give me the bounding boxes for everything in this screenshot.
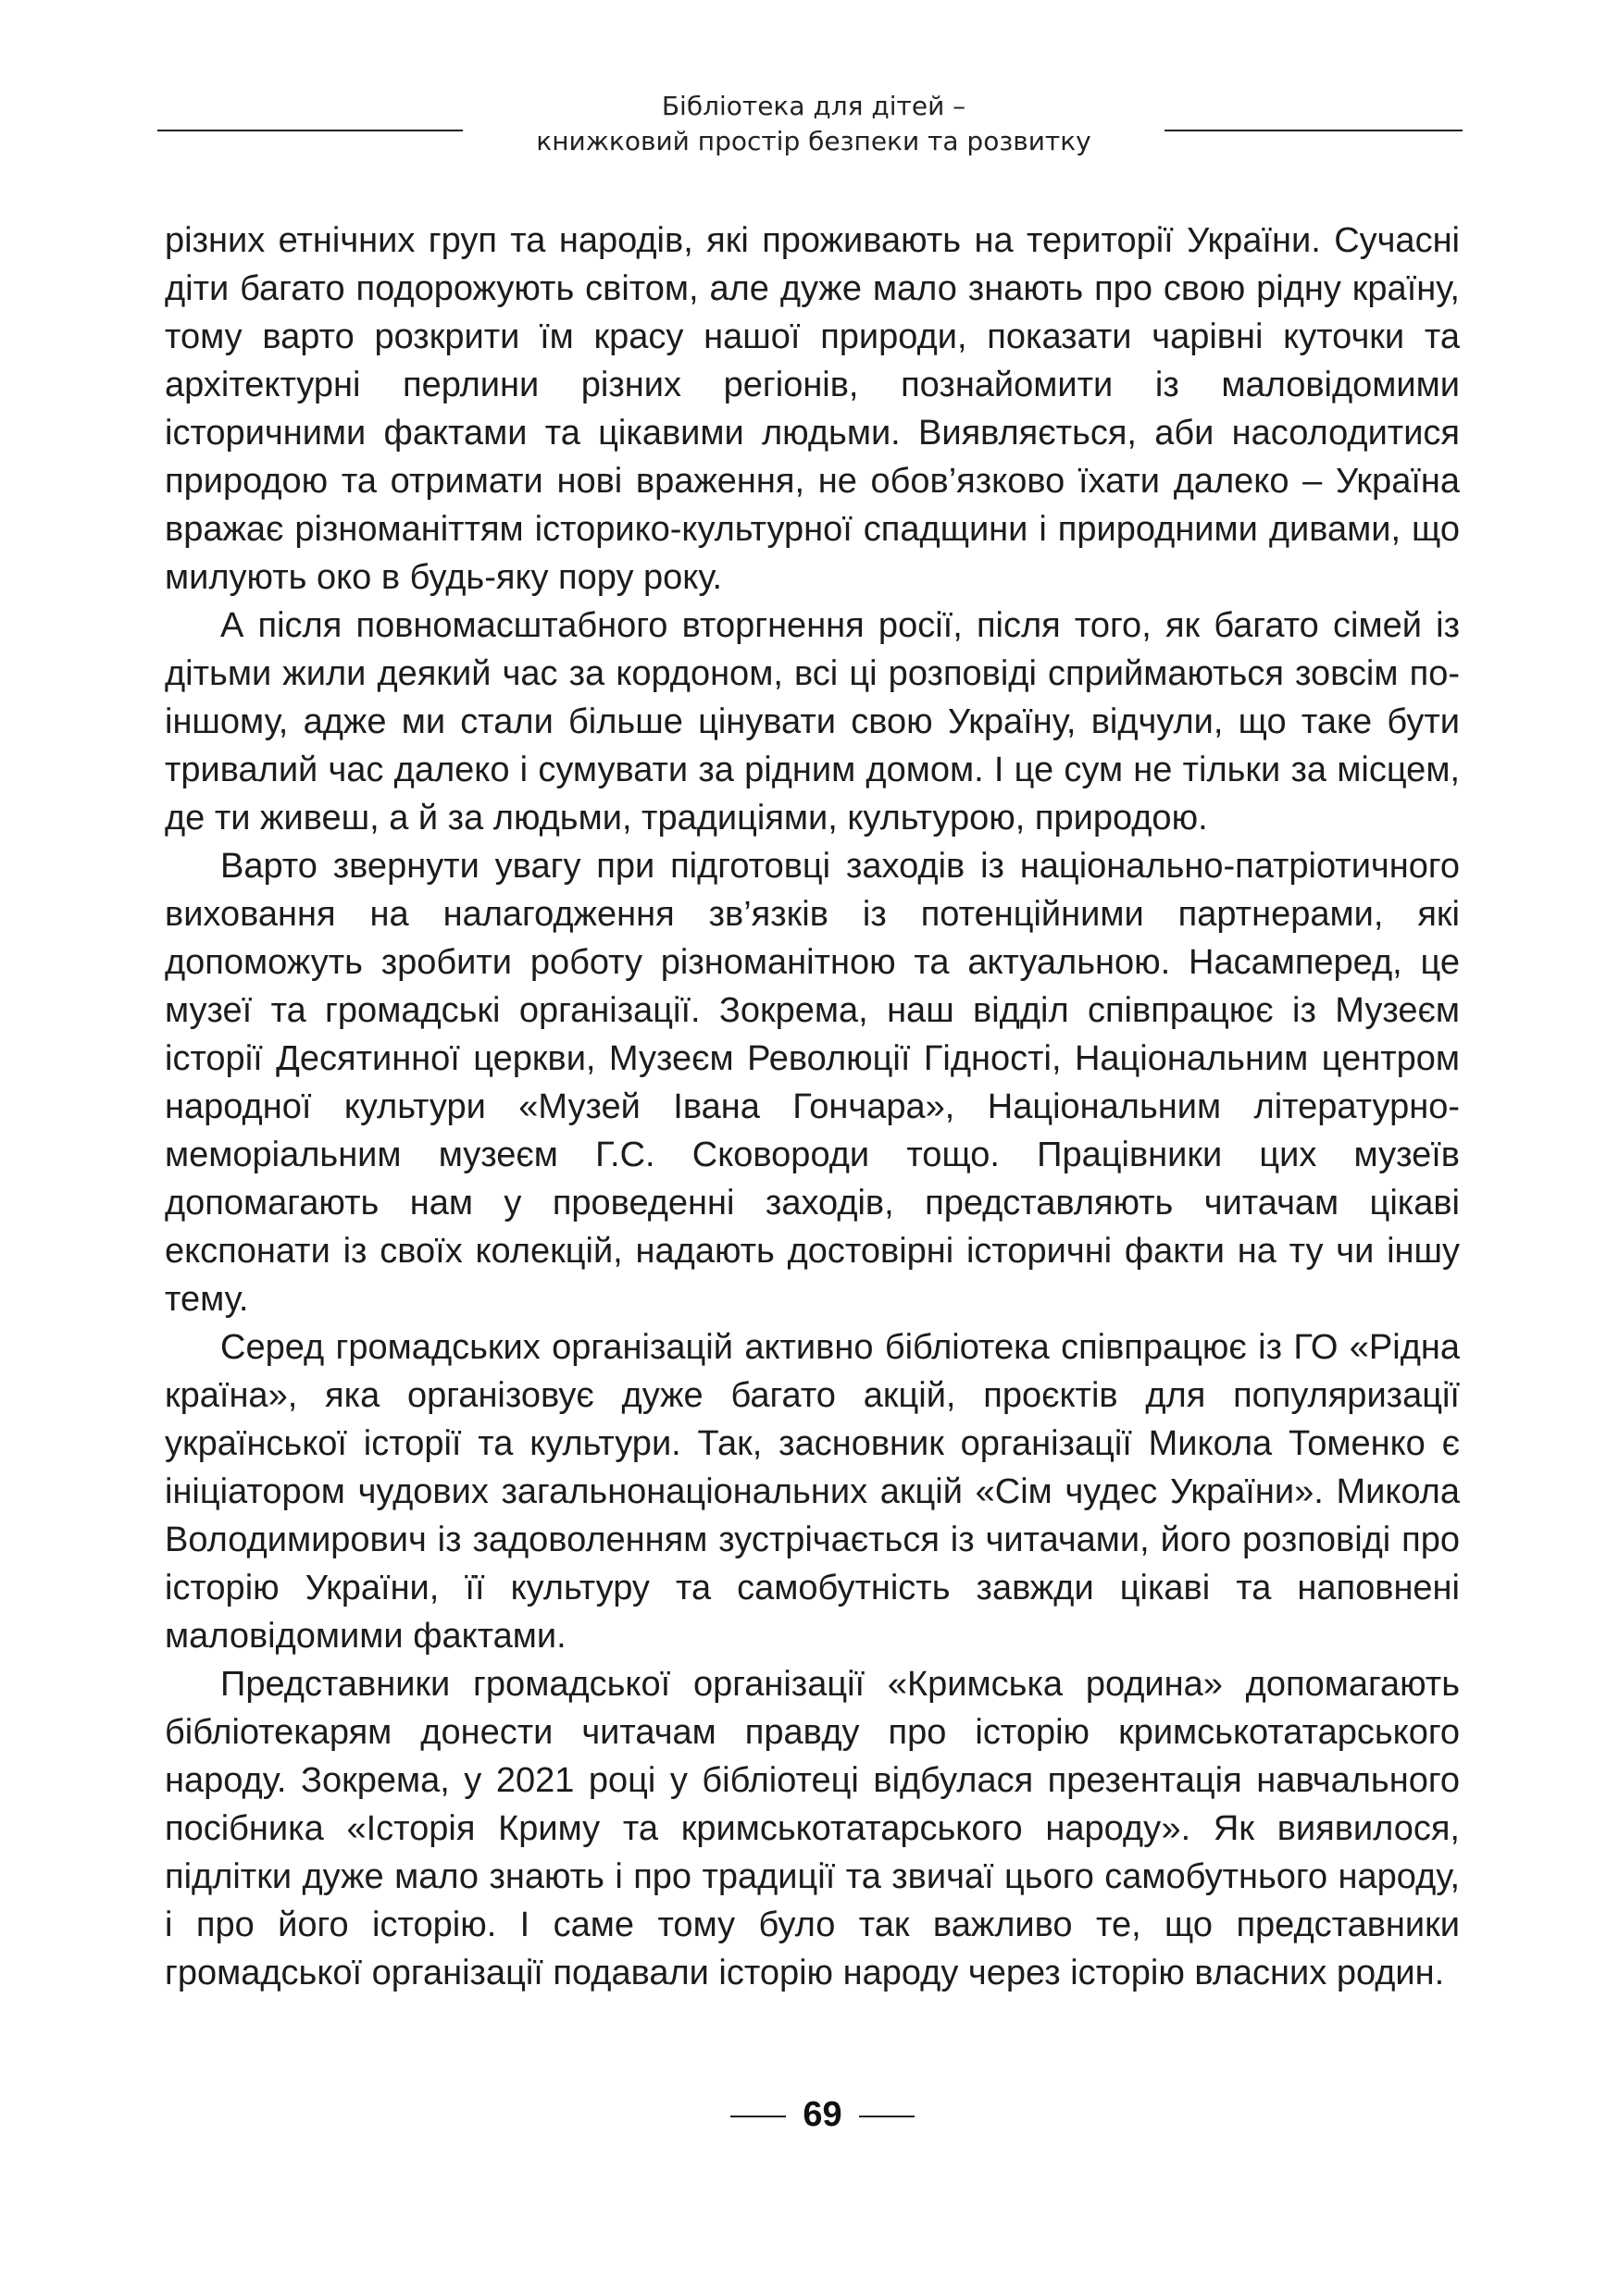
paragraph-2: А після повномасштабного вторгнення росії, після того, як багато сімей із дітьми жили деякий час за кордоном, всі ці розповіді сприймаються зовсім по-іншому, адже ми стали більше цінувати свою Україну, відчули, що таке бути тривалий час далеко і сумувати за рідним домом. І це сум не тільки за місцем, де ти живеш, а й за людьми, традиціями, культурою, природою. — [165, 606, 1460, 838]
header-title-line-1: Бібліотека для дітей – — [661, 91, 966, 121]
page-number: 69 — [803, 2095, 842, 2134]
body-text — [165, 217, 1460, 1997]
paragraph-1: різних етнічних груп та народів, які проживають на території України. Сучасні діти багато подорожують світом, але дуже мало знають про свою рідну країну, тому варто розкрити їм красу нашої природи, показати чарівні куточки та архітектурні перлини різних регіонів, познайомити із маловідомими історичними фактами та цікавими людьми. Виявляється, аби насолодитися природою та отримати нові враження, не обов’язково їхати далеко – Україна вражає різноманіттям історико-культурної спадщини і природними дивами, що милують око в будь-яку пору року. — [165, 221, 1460, 597]
paragraph-3: Варто звернути увагу при підготовці заходів із національно-патріотичного виховання на налагодження зв’язків із потенційними партнерами, які допоможуть зробити роботу різноманітною та актуальною. Насамперед, це музеї та громадські організації. Зокрема, наш відділ співпрацює із Музеєм історії Десятинної церкви, Музеєм Революції Гідності, Національним центром народної культури «Музей Івана Гончара», Національним літературно-меморіальним музеєм Г.С. Сковороди тощо. Працівники цих музеїв допомагають нам у проведенні заходів, представляють читачам цікаві експонати із своїх колекцій, надають достовірні історичні факти на ту чи іншу тему. — [165, 847, 1460, 1319]
page-footer — [0, 2091, 1619, 2138]
paragraph-4: Серед громадських організацій активно бібліотека співпрацює із ГО «Рідна країна», яка організовує дуже багато акцій, проєктів для популяризації української історії та культури. Так, засновник організації Микола Томенко є ініціатором чудових загальнонаціональних акцій «Сім чудес України». Микола Володимирович із задоволенням зустрічається із читачами, його розповіді про історію України, її культуру та самобутність завжди цікаві та наповнені маловідомими фактами. — [165, 1328, 1460, 1656]
header-title — [463, 89, 1164, 159]
footer-rule-left — [730, 2116, 786, 2117]
header-rule-right — [1164, 130, 1463, 131]
footer-rule-right — [859, 2116, 915, 2117]
header-title-line-2: книжковий простір безпеки та розвитку — [536, 126, 1091, 156]
header-rule-left — [157, 130, 463, 131]
running-header — [0, 89, 1619, 172]
paragraph-5: Представники громадської організації «Кримська родина» допомагають бібліотекарям донести читачам правду про історію кримськотатарського народу. Зокрема, у 2021 році у бібліотеці відбулася презентація навчального посібника «Історія Криму та кримськотатарського народу». Як виявилося, підлітки дуже мало знають і про традиції та звичаї цього самобутнього народу, і про його історію. І саме тому було так важливо те, що представники громадської організації подавали історію народу через історію власних родин. — [165, 1665, 1460, 1992]
